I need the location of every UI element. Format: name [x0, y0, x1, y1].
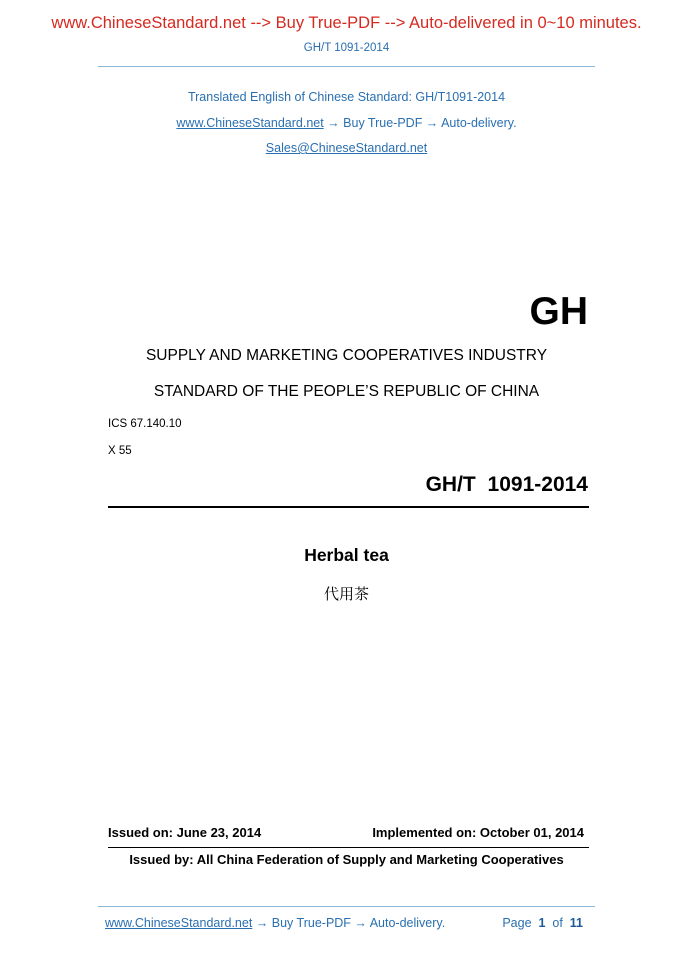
- classification-code: X 55: [108, 445, 132, 457]
- header-doc-code: GH/T 1091-2014: [303, 42, 390, 54]
- title-divider: [108, 506, 589, 508]
- category-code: GH: [529, 290, 588, 333]
- footer-purchase-text: → Buy True-PDF → Auto-delivery.: [252, 916, 446, 930]
- dates-divider: [108, 847, 589, 848]
- issued-date: Issued on: June 23, 2014: [108, 825, 262, 840]
- purchase-line-text: → Buy True-PDF → Auto-delivery.: [323, 116, 517, 130]
- title-english: Herbal tea: [304, 545, 389, 565]
- implemented-date: Implemented on: October 01, 2014: [372, 825, 584, 840]
- email-line: [0, 141, 693, 155]
- footer-divider: [98, 906, 595, 907]
- industry-line-2: STANDARD OF THE PEOPLE’S REPUBLIC OF CHINA: [153, 383, 540, 400]
- page-current: 1: [538, 916, 546, 930]
- site-link[interactable]: www.ChineseStandard.net: [176, 116, 324, 130]
- industry-line-1: SUPPLY AND MARKETING COOPERATIVES INDUSTRY: [145, 347, 548, 364]
- page-label: Page: [502, 916, 532, 930]
- translation-note: Translated English of Chinese Standard: GH/T1091-2014: [187, 90, 506, 104]
- footer-site-link[interactable]: www.ChineseStandard.net: [105, 916, 253, 930]
- title-chinese: 代用茶: [323, 585, 369, 603]
- page-of: of: [552, 916, 563, 930]
- top-banner: www.ChineseStandard.net --> Buy True-PDF --> Auto-delivered in 0~10 minutes.: [51, 14, 642, 32]
- page-indicator: [502, 916, 583, 930]
- standard-number: GH/T 1091-2014: [425, 473, 588, 496]
- page-total: 11: [569, 916, 583, 930]
- header-divider: [98, 66, 595, 67]
- purchase-line: [0, 116, 693, 130]
- sales-email-link[interactable]: Sales@ChineseStandard.net: [265, 141, 428, 155]
- ics-code: ICS 67.140.10: [108, 418, 182, 430]
- issuer: Issued by: All China Federation of Supply and Marketing Cooperatives: [129, 852, 564, 867]
- footer-purchase-line: [105, 916, 445, 930]
